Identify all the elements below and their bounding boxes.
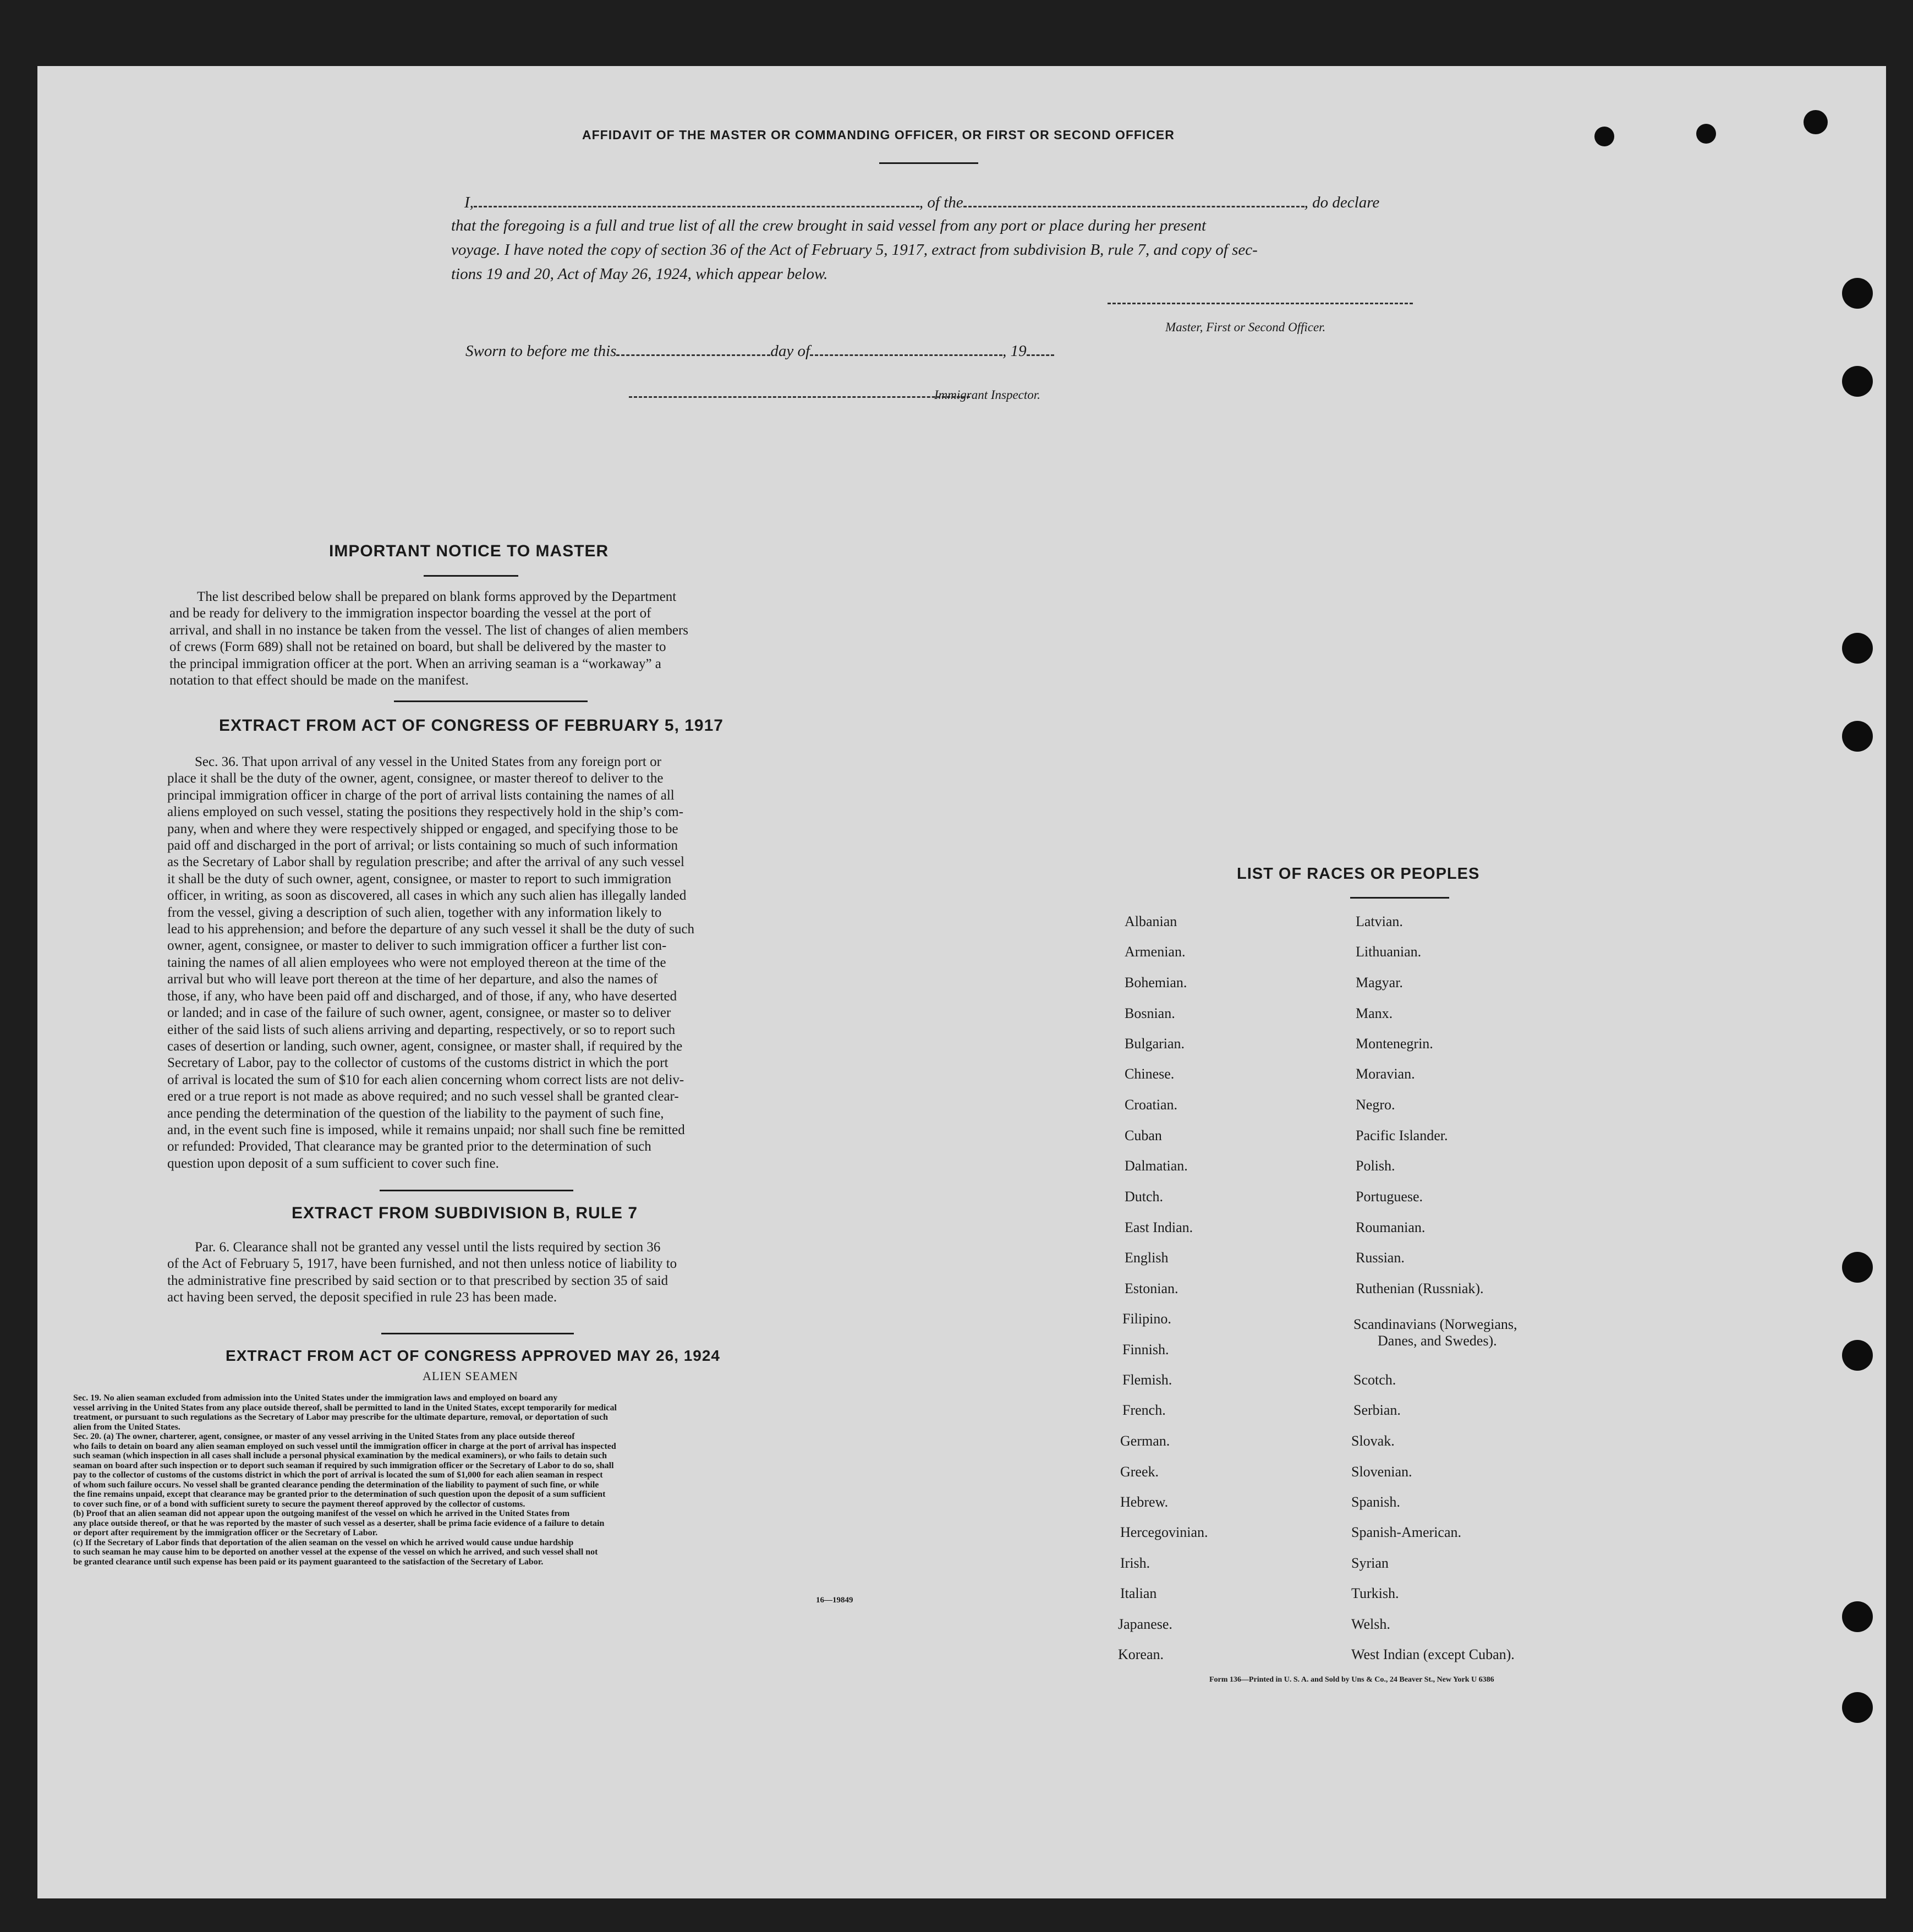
act-1917-body: Sec. 36. That upon arrival of any vessel in the United States from any foreign port or place it shall be the duty of the owner, agent, consignee, or master thereof to deliver to the principal immigration officer in charge of the port of arrival lists containing the names of all aliens employed on such vessel, stating the positions they respectively hold in the ship’s com- pany, when and where they were respectively shipped or engaged, and specifying those to be paid off and discharged in the port of arrival; or lists containing so much of such information as the Secretary of Labor shall by regulation prescribe; and after the arrival of any such vessel it shall be the duty of such owner, agent, consignee, or master to report to such immigration officer, in writing, as soon as discovered, all cases in which any such alien has illegally landed from the vessel, giving a description of such alien, together with any information likely to lead to his apprehension; and before the departure of any such vessel it shall be the duty of such owner, agent, consignee, or master to deliver to such immigration officer a further list con- taining the names of all alien employees who were not employed thereon at the time of the arrival but who will leave port thereon at the time of her departure, and also the names of those, if any, who have been paid off and discharged, and of those, if any, who have deserted or landed; and in case of the failure of such owner, agent, consignee, or master so to deliver either of the said lists of such aliens arriving and departing, respectively, or so to report such cases of desertion or landing, such owner, agent, consignee, or master shall, if required by the Secretary of Labor, pay to the collector of customs of the customs district in which the port of arrival is located the sum of $10 for each alien concerning whom correct lists are not deliv- ered or a true report is not made as above required; and no such vessel shall be granted clear- ance pending the determination of the question of the liability to the payment of such fine, and, in the event such fine is imposed, while it remains unpaid; nor shall such fine be remitted or refunded: Provided, That clearance may be granted prior to the determination of such question upon deposit of a sum sufficient to cover such fine. xyxy=(167,754,695,1171)
sworn-day-of: day of xyxy=(770,342,810,360)
affidavit-line-2: that the foregoing is a full and true list of all the crew brought in said vessel from any port or place during her present xyxy=(451,217,1207,234)
race-item: Dutch. xyxy=(1125,1189,1164,1205)
punch-hole xyxy=(1842,278,1873,309)
divider xyxy=(381,1333,574,1334)
race-item: Chinese. xyxy=(1125,1066,1175,1082)
master-signature-line xyxy=(1108,303,1413,304)
affidavit-do-declare: , do declare xyxy=(1304,194,1380,211)
race-item: Flemish. xyxy=(1122,1372,1172,1388)
rule-7-title: EXTRACT FROM SUBDIVISION B, RULE 7 xyxy=(292,1204,638,1222)
month-blank xyxy=(810,341,1002,356)
divider xyxy=(380,1190,573,1191)
race-item: East Indian. xyxy=(1125,1219,1193,1235)
act-1924-code: 16—19849 xyxy=(816,1596,853,1605)
race-item: Albanian xyxy=(1125,913,1177,929)
act-1924-title: EXTRACT FROM ACT OF CONGRESS APPROVED MAY 26, 1924 xyxy=(226,1347,720,1364)
sworn-year: , 19 xyxy=(1002,342,1027,360)
vessel-blank xyxy=(963,193,1304,207)
punch-hole xyxy=(1594,127,1614,146)
race-item: Manx. xyxy=(1356,1005,1393,1021)
race-item: Hercegovinian. xyxy=(1120,1524,1208,1540)
punch-hole xyxy=(1696,124,1716,144)
race-item: Dalmatian. xyxy=(1125,1158,1188,1174)
race-item: English xyxy=(1125,1250,1169,1266)
act-1917-title: EXTRACT FROM ACT OF CONGRESS OF FEBRUARY 5, 1917 xyxy=(219,716,723,735)
race-item: Latvian. xyxy=(1356,913,1403,929)
punch-hole xyxy=(1804,110,1828,134)
divider xyxy=(1350,897,1449,899)
sworn-prefix: Sworn to before me this xyxy=(465,342,617,360)
race-item: Scotch. xyxy=(1353,1372,1396,1388)
race-item: Polish. xyxy=(1356,1158,1395,1174)
race-item: French. xyxy=(1122,1402,1166,1418)
name-blank xyxy=(474,193,919,207)
race-item: Scandinavians (Norwegians, xyxy=(1353,1316,1517,1332)
race-item: Slovak. xyxy=(1351,1433,1395,1449)
act-1924-body: Sec. 19. No alien seaman excluded from admission into the United States under the immigration laws and employed on board any vessel arriving in the United States from any place outside thereof, shall be permitted to land in the United States, except temporarily for medical treatment, or pursuant to such regulations as the Secretary of Labor may prescribe for the ultimate departure, removal, or deportation of such alien from the United States. Sec. 20. (a) The owner, charterer, agent, consignee, or master of any vessel arriving in the United States from any place outside thereof who fails to detain on board any alien seaman employed on such vessel until the immigration officer in charge at the port of arrival has inspected such seaman (which inspection in all cases shall include a personal physical examination by the medical examiners), or who fails to detain such seaman on board after such inspection or to deport such seaman if required by such immigration officer or the Secretary of Labor to do so, shall pay to the collector of customs of the customs district in which the port of arrival is located the sum of $1,000 for each alien seaman in respect of whom such failure occurs. No vessel shall be granted clearance pending the determination of the liability to payment of such fine, or while the fine remains unpaid, except that clearance may be granted prior to the determination of such question upon the deposit of a sum sufficient to cover such fine, or of a bond with sufficient surety to secure the payment thereof approved by the collector of customs. (b) Proof that an alien seaman did not appear upon the outgoing manifest of the vessel on which he arrived in the United States from any place outside thereof, or that he was reported by the master of such vessel as a deserter, shall be prima facie evidence of a failure to detain or deport after requirement by the immigration officer or the Secretary of Labor. (c) If the Secretary of Labor finds that deportation of the alien seaman on the vessel on which he arrived would cause undue hardship to such seaman he may cause him to be deported on another vessel at the expense of the vessel on which he arrived, and such vessel shall not be granted clearance until such expense has been paid or its payment guaranteed to the satisfaction of the Secretary of Labor. xyxy=(73,1393,617,1567)
inspector-signature-line xyxy=(629,396,970,398)
race-item: Roumanian. xyxy=(1356,1219,1426,1235)
inspector-label: Immigrant Inspector. xyxy=(934,388,1040,402)
race-item: Bulgarian. xyxy=(1125,1036,1185,1052)
race-item: Irish. xyxy=(1120,1555,1150,1571)
race-item: German. xyxy=(1120,1433,1170,1449)
races-title: LIST OF RACES OR PEOPLES xyxy=(1237,865,1480,883)
race-item: Greek. xyxy=(1120,1464,1159,1480)
punch-hole xyxy=(1842,721,1873,752)
race-item: Magyar. xyxy=(1356,975,1403,990)
punch-hole xyxy=(1842,1340,1873,1371)
race-item: Slovenian. xyxy=(1351,1464,1412,1480)
act-1924-subtitle: ALIEN SEAMEN xyxy=(423,1369,518,1383)
divider xyxy=(424,575,518,577)
document-page xyxy=(37,66,1886,1898)
divider xyxy=(879,162,978,164)
race-item: Ruthenian (Russniak). xyxy=(1356,1280,1484,1296)
affidavit-title: AFFIDAVIT OF THE MASTER OR COMMANDING OFFICER, OR FIRST OR SECOND OFFICER xyxy=(582,128,1175,142)
punch-hole xyxy=(1842,1601,1873,1632)
affidavit-of-the: , of the xyxy=(919,194,963,211)
race-item: Korean. xyxy=(1118,1646,1164,1662)
divider xyxy=(394,700,588,702)
race-item: Italian xyxy=(1120,1585,1157,1601)
race-item: Cuban xyxy=(1125,1128,1162,1143)
affidavit-line-3: voyage. I have noted the copy of section 36 of the Act of February 5, 1917, extract from subdivision B, rule 7, and copy of sec- xyxy=(451,241,1258,259)
punch-hole xyxy=(1842,1252,1873,1283)
race-item: Negro. xyxy=(1356,1097,1395,1113)
rule-7-body: Par. 6. Clearance shall not be granted any vessel until the lists required by section 36 of the Act of February 5, 1917, have been furnished, and not then unless notice of liability to the administrative fine prescribed by said section or to that prescribed by section 35 of said act having been served, the deposit specified in rule 23 has been made. xyxy=(167,1240,677,1305)
race-item: Montenegrin. xyxy=(1356,1036,1433,1052)
race-item: Croatian. xyxy=(1125,1097,1178,1113)
race-item: Turkish. xyxy=(1351,1585,1399,1601)
notice-body: The list described below shall be prepared on blank forms approved by the Department and be ready for delivery to the immigration inspector boarding the vessel at the port of arrival, and shall in no instance be taken from the vessel. The list of changes of alien members of crews (Form 689) shall not be retained on board, but shall be delivered by the master to the principal immigration officer at the port. When an arriving seaman is a “workaway” a notation to that effect should be made on the manifest. xyxy=(169,589,688,688)
race-item: Hebrew. xyxy=(1120,1494,1169,1510)
race-item: Armenian. xyxy=(1125,944,1186,960)
race-item: Danes, and Swedes). xyxy=(1378,1333,1497,1349)
punch-hole xyxy=(1842,366,1873,397)
punch-hole xyxy=(1842,633,1873,664)
master-signature-label: Master, First or Second Officer. xyxy=(1165,320,1326,334)
race-item: Spanish-American. xyxy=(1351,1524,1462,1540)
race-item: Serbian. xyxy=(1353,1402,1401,1418)
race-item: Bosnian. xyxy=(1125,1005,1175,1021)
day-blank xyxy=(616,341,770,356)
race-item: Filipino. xyxy=(1122,1311,1171,1327)
race-item: Lithuanian. xyxy=(1356,944,1422,960)
race-item: West Indian (except Cuban). xyxy=(1351,1646,1515,1662)
race-item: Bohemian. xyxy=(1125,975,1187,990)
race-item: Welsh. xyxy=(1351,1616,1390,1632)
notice-title: IMPORTANT NOTICE TO MASTER xyxy=(329,542,609,560)
punch-hole xyxy=(1842,1692,1873,1723)
race-item: Pacific Islander. xyxy=(1356,1128,1448,1143)
printer-footer: Form 136—Printed in U. S. A. and Sold by Uns & Co., 24 Beaver St., New York U 6386 xyxy=(1209,1676,1494,1684)
race-item: Portuguese. xyxy=(1356,1189,1423,1205)
race-item: Estonian. xyxy=(1125,1280,1179,1296)
sworn-line xyxy=(465,341,1054,360)
race-item: Moravian. xyxy=(1356,1066,1415,1082)
race-item: Finnish. xyxy=(1122,1342,1169,1358)
affidavit-line-4: tions 19 and 20, Act of May 26, 1924, which appear below. xyxy=(451,265,828,283)
affidavit-i: I, xyxy=(464,194,474,211)
race-item: Syrian xyxy=(1351,1555,1389,1571)
race-item: Japanese. xyxy=(1118,1616,1172,1632)
year-blank xyxy=(1027,341,1054,356)
race-item: Spanish. xyxy=(1351,1494,1400,1510)
affidavit-declaration-line xyxy=(464,193,1481,212)
race-item: Russian. xyxy=(1356,1250,1405,1266)
